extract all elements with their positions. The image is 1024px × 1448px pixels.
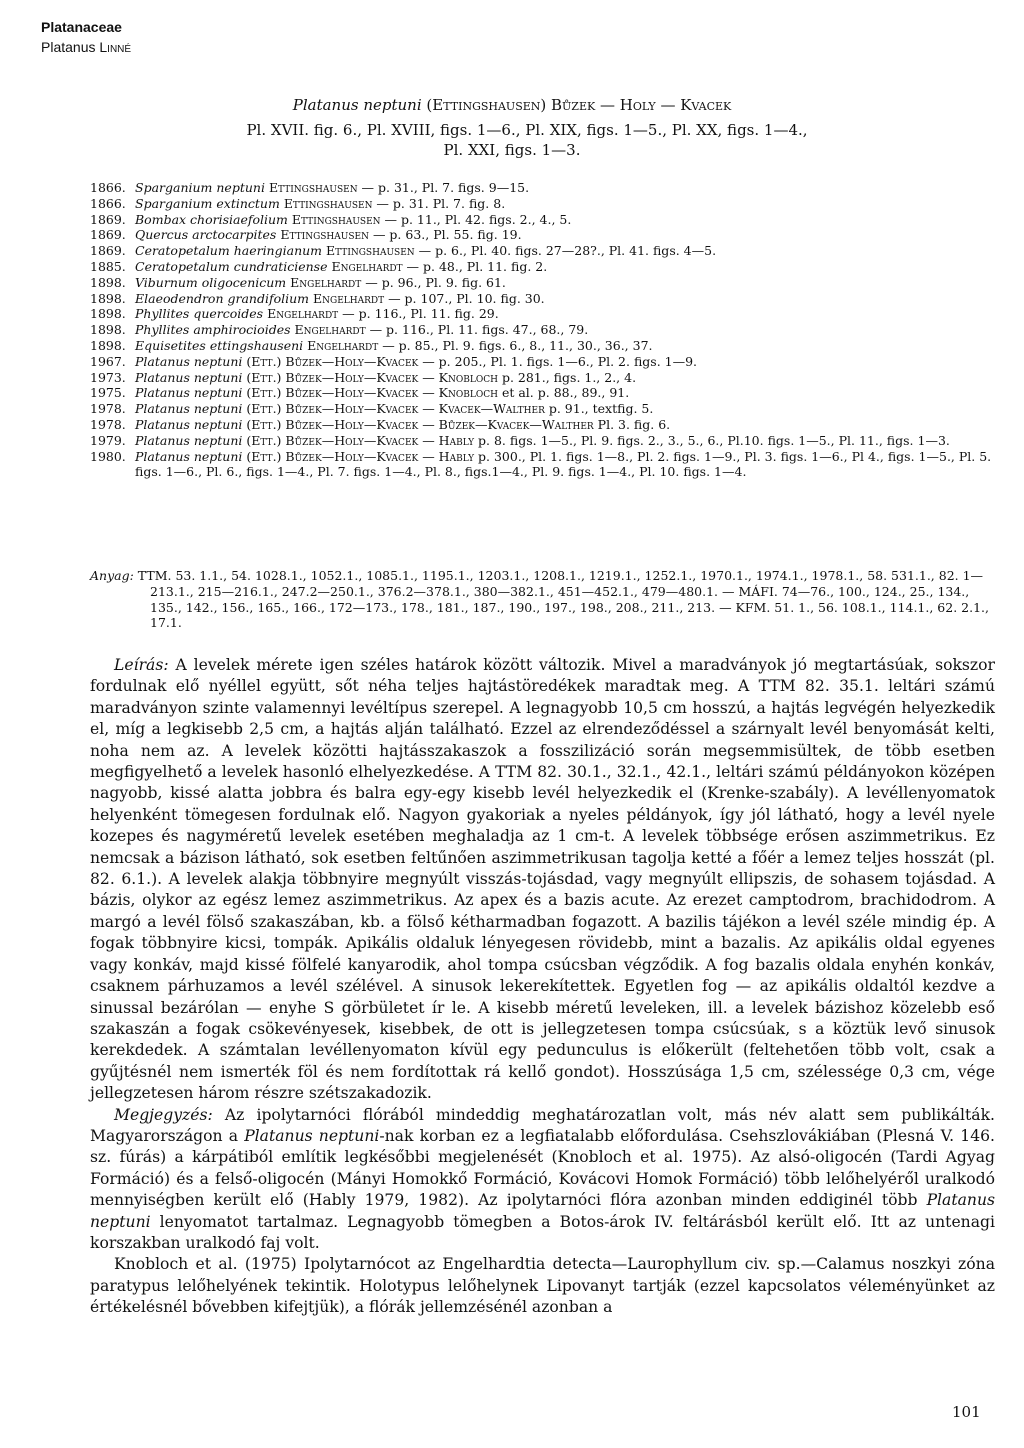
synonymy-entry: 1869. Quercus arctocarpites Ettingshausen — p. 63., Pl. 55. fig. 19. [90, 227, 522, 243]
synonymy-entry: 1975. Platanus neptuni (Ett.) Bůzek—Holy—Kvacek — Knobloch et al. p. 88., 89., 91. [90, 385, 630, 401]
synonymy-entry: 1869. Bombax chorisiaefolium Ettingshausen — p. 11., Pl. 42. figs. 2., 4., 5. [90, 211, 572, 227]
family-heading: Platanaceae [41, 19, 122, 35]
note-label: Megjegyzés: [114, 1105, 213, 1124]
description-label: Leírás: [114, 656, 169, 674]
synonymy-entry: 1898. Viburnum oligocenicum Engelhardt — p. 96., Pl. 9. fig. 61. [90, 274, 506, 290]
body-text [90, 655, 995, 1319]
note-paragraph: Megjegyzés: Az ipolytarnóci flórából mindeddig meghatározatlan volt, más név alatt sem publikálták. Magyarországon a Platanus neptuni-nak korban ez a legfiatalabb előfordulása. Csehszlovákiában (Plesná V. 146. sz. fúrás) a kárpátiból említik legkésőbbi megjelenését (Knobloch et al. 1975). Az alsó-oligocén (Tardi Agyag Formáció) és a felső-oligocén (Mányi Homokkő Formáció, Kovácovi Homok Formáció) több lelőhelyéről uralkodó mennyiségben került elő (Hably 1979, 1982). Az ipolytarnóci flóra azonban minden eddiginél több Platanus neptuni lenyomatot tartalmaz. Legnagyobb tömegben a Botos-árok IV. feltárásból került elő. Itt az untenagi korszakban uralkodó faj volt. [90, 1105, 995, 1252]
synonymy-entry: 1978. Platanus neptuni (Ett.) Bůzek—Holy—Kvacek — Kvacek—Walther p. 91., textfig. 5. [90, 401, 654, 417]
plate-references-line-1: Pl. XVII. fig. 6., Pl. XVIII, figs. 1—6., Pl. XIX, figs. 1—5., Pl. XX, figs. 1—4., [246, 121, 808, 139]
synonymy-entry: 1885. Ceratopetalum cundraticiense Engelhardt — p. 48., Pl. 11. fig. 2. [90, 258, 548, 274]
synonymy-entry: 1898. Elaeodendron grandifolium Engelhardt — p. 107., Pl. 10. fig. 30. [90, 290, 545, 306]
plate-references [0, 120, 1024, 160]
synonymy-entry: 1980. Platanus neptuni (Ett.) Bůzek—Holy—Kvacek — Hably p. 300., Pl. 1. figs. 1—8., Pl. 2. figs. 1—9., Pl. 3. figs. 1—6., Pl 4., figs. 1—5., Pl. 5. figs. 1—6., Pl. 6., figs. 1—4., Pl. 7. figs. 1—4., Pl. 8., figs.1—4., Pl. 9. figs. 1—4., Pl. 10. figs. 1—4. [90, 448, 992, 480]
synonymy-entry: 1973. Platanus neptuni (Ett.) Bůzek—Holy—Kvacek — Knobloch p. 281., figs. 1., 2., 4. [90, 369, 637, 385]
genus-author: Linné [99, 39, 132, 55]
species-authors: (Ettingshausen) Bůzek — Holy — Kvacek [426, 96, 732, 114]
material-text: TTM. 53. 1.1., 54. 1028.1., 1052.1., 1085.1., 1195.1., 1203.1., 1208.1., 1219.1., 1252.1., 1970.1., 1974.1., 1978.1., 58. 531.1., 82. 1—213.1., 215—216.1., 247.2—250.1., 376.2—378.1., 380—382.1., 451—452.1., 479—480.1. — MÁFI. 74—76., 100., 124., 25., 134., 135., 142., 156., 165., 166., 172—173., 178., 181., 187., 190., 197., 198., 208., 211., 213. — KFM. 51. 1., 56. 108.1., 114.1., 62. 2.1., 17.1. [137, 568, 989, 631]
page-number: 101 [952, 1403, 981, 1421]
description-paragraph: Leírás: A levelek mérete igen széles határok között változik. Mivel a maradványok jó megtartásúak, sokszor fordulnak elő nyéllel együtt, sőt néha teljes hajtástöredékek maradtak meg. A TTM 82. 35.1. leltári számú maradványon szinte valamennyi levéltípus szerepel. A legnagyobb 10,5 cm hosszú, a hajtás legvégén helyezkedik el, míg a legkisebb 2,5 cm, a hajtás alján található. Ezzel az elrendeződéssel a szárnyalt levél benyomását kelti, noha nem az. A levelek közötti hajtásszakaszok a fosszilizáció során megsemmisültek, de több esetben megfigyelhető a levelek hasonló elhelyezkedése. A TTM 82. 30.1., 32.1., 42.1., leltári számú példányokon középen nagyobb, kissé alatta jobbra és balra egy-egy kisebb levél helyezkedik el (Krenke-szabály). A levéllenyomatok helyenként tömegesen fordulnak elő. Nagyon gyakoriak a nyeles példányok, így jól látható, hogy a levél nyele kozepes és nagyméretű levelek esetében meghaladja az 1 cm-t. A levelek többsége erősen aszimmetrikus. Ez nemcsak a bázison látható, sok esetben feltűnően aszimmetrikusan tagolja ketté a főér a lemez teljes hosszát (pl. 82. 6.1.). A levelek alakja többnyire megnyúlt visszás-tojásdad, vagy megnyúlt ellipszis, de sohasem tojásdad. A bázis, olykor az egész lemez aszimmetrikus. Az apex és a bazis acute. Az erezet camptodrom, brachidodrom. A margó a levél fölső szakaszában, kb. a fölső kétharmadban fogazott. A bazilis tájékon a levél széle mindig ép. A fogak többnyire kicsi, tompák. Apikális oldaluk lényegesen rövidebb, mint a bazalis. Az apikális oldal egyenes vagy konkáv, majd kissé fölfelé kanyarodik, ahol tompa csúcsban végződik. A fog bazalis oldala enyhén konkáv, csaknem párhuzamos a levél szélével. A sinusok lekerekítettek. Egyetlen fog — az apikális oldaltól kezdve a sinussal bezárólan — enyhe S görbületet ír le. A kisebb méretű leveleken, ill. a levelek bázishoz közelebb eső szakaszán a fogak csökevényesek, kisebbek, de ott is jellegzetesen tompa csúcsúak, s a köztük levő sinusok kerekdedek. A számtalan levéllenyomaton kívül egy pedunculus is előkerült (feltehetően több volt, csak a gyűjtésnél nem ismerték föl és nem fordítottak rá kellő gondot). Hosszúsága 1,5 cm, szélessége 0,3 cm, vége jellegzetesen három részre szétszakadozik. [90, 656, 995, 1103]
species-title [0, 95, 1024, 115]
synonymy-entry: 1898. Phyllites amphirocioides Engelhardt — p. 116., Pl. 11. figs. 47., 68., 79. [90, 322, 589, 338]
synonymy-entry: 1898. Equisetites ettingshauseni Engelhardt — p. 85., Pl. 9. figs. 6., 8., 11., 30., 36., 37. [90, 337, 653, 353]
synonymy-entry: 1967. Platanus neptuni (Ett.) Bůzek—Holy—Kvacek — p. 205., Pl. 1. figs. 1—6., Pl. 2. figs. 1—9. [90, 353, 698, 369]
genus-heading [41, 38, 131, 56]
synonymy-entry: 1979. Platanus neptuni (Ett.) Bůzek—Holy—Kvacek — Hably p. 8. figs. 1—5., Pl. 9. figs. 2., 3., 5., 6., Pl.10. figs. 1—5., Pl. 11., figs. 1—3. [90, 432, 950, 448]
synonymy-entry: 1866. Sparganium neptuni Ettingshausen — p. 31., Pl. 7. figs. 9—15. [90, 180, 530, 195]
synonymy-entry: 1866. Sparganium extinctum Ettingshausen — p. 31. Pl. 7. fig. 8. [90, 195, 506, 211]
synonymy-list [90, 180, 1000, 480]
material-label: Anyag: [90, 568, 134, 583]
genus-name: Platanus [41, 39, 96, 55]
note-paragraph-2: Knobloch et al. (1975) Ipolytarnócot az Engelhardtia detecta—Laurophyllum civ. sp.—Calamus noszkyi zóna paratypus lelőhelyének tekintik. Holotypus lelőhelynek Lipovanyt tartják (ezzel kapcsolatos véleményünket az értékelésnél bővebben kifejtjük), a flórák jellemzésénél azonban a [90, 1255, 995, 1317]
synonymy-entry: 1869. Ceratopetalum haeringianum Ettingshausen — p. 6., Pl. 40. figs. 27—28?., Pl. 41. figs. 4—5. [90, 243, 717, 259]
species-name: Platanus neptuni [292, 96, 422, 114]
synonymy-entry: 1898. Phyllites quercoides Engelhardt — p. 116., Pl. 11. fig. 29. [90, 306, 499, 322]
material-list [90, 568, 1000, 631]
synonymy-entry: 1978. Platanus neptuni (Ett.) Bůzek—Holy—Kvacek — Bůzek—Kvacek—Walther Pl. 3. fig. 6. [90, 416, 671, 432]
plate-references-line-2: Pl. XXI, figs. 1—3. [443, 141, 581, 159]
